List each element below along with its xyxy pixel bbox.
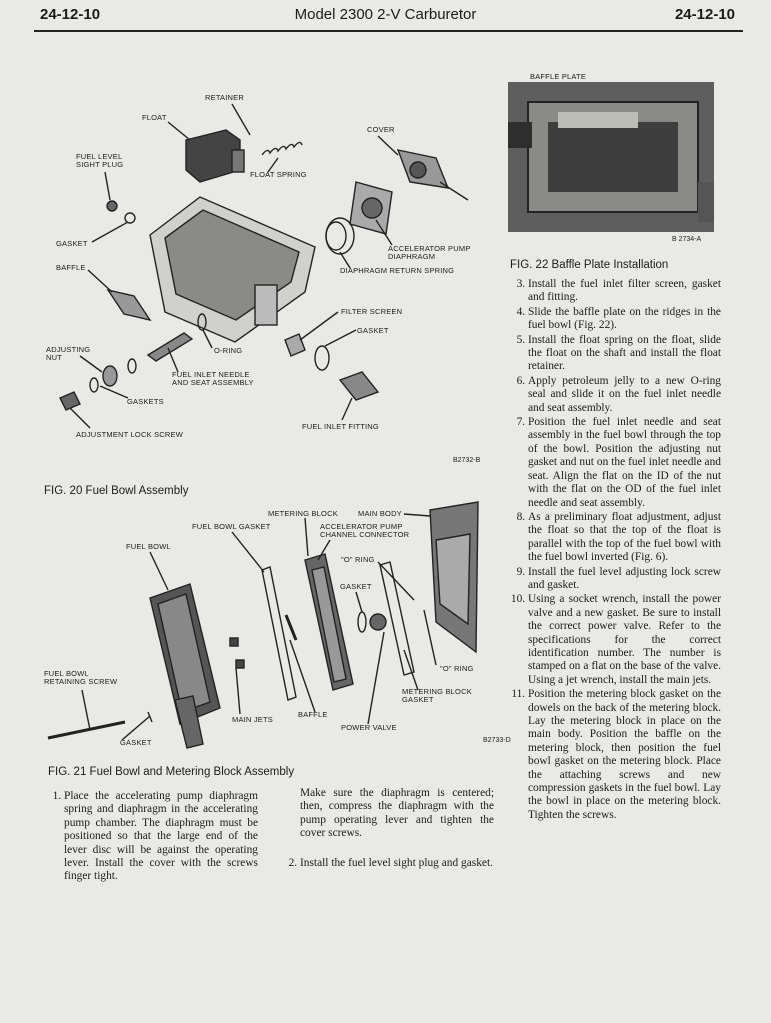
fig20-code: B2732-B [453, 457, 481, 464]
page-title: Model 2300 2-V Carburetor [294, 6, 477, 23]
fig21-label-metering-block-gasket: METERING BLOCK GASKET [402, 687, 472, 704]
fig21-label-o-ring-2: "O" RING [440, 664, 474, 673]
fig20-label-fuel-inlet-needle: FUEL INLET NEEDLE AND SEAT ASSEMBLY [172, 370, 254, 387]
fig21-code: B2733-D [483, 737, 511, 744]
fig20-label-o-ring: O-RING [214, 346, 243, 355]
fig20-label-adjusting-nut: ADJUSTING NUT [46, 345, 91, 362]
fig20-label-filter-screen: FILTER SCREEN [341, 307, 403, 316]
step-6: 6. Apply petroleum jelly to a new O-ring seal and slide it on the fuel inlet needle and seat assembly. [528, 375, 721, 415]
fig20-caption: FIG. 20 Fuel Bowl Assembly [44, 485, 189, 497]
steps-left-column [46, 790, 258, 885]
steps-right-column [510, 278, 721, 823]
step-9: 9. Install the fuel level adjusting lock screw and gasket. [528, 566, 721, 593]
step-4: 4. Slide the baffle plate on the ridges in the fuel bowl (Fig. 22). [528, 306, 721, 333]
fig21-label-metering-block: METERING BLOCK [268, 509, 338, 518]
step-10: 10. Using a socket wrench, install the power valve and a new gasket. Be sure to install the correct power valve. Refer to the specifications for the correct identification number. The number is stamped on a flat on the base of the valve. Using a jet wrench, install the main jets. [528, 593, 721, 687]
step-8: 8. As a preliminary float adjustment, adjust the float so that the top of the float is parallel with the top of the fuel bowl with the fuel bowl inverted (Fig. 6). [528, 511, 721, 565]
fig22-caption: FIG. 22 Baffle Plate Installation [510, 259, 669, 271]
steps-middle-column [282, 787, 494, 871]
fig20-label-diaphragm-return-spring: DIAPHRAGM RETURN SPRING [340, 266, 455, 275]
page-number-left: 24-12-10 [40, 6, 101, 23]
fig21-label-main-jets: MAIN JETS [232, 715, 273, 724]
fig21-label-power-valve: POWER VALVE [341, 723, 397, 732]
fig20-label-fuel-level-sight-plug: FUEL LEVEL SIGHT PLUG [76, 152, 124, 169]
baffle-plate-photo [508, 82, 714, 232]
fig21-label-baffle: BAFFLE [298, 710, 328, 719]
fig20-label-gasket-2: GASKET [357, 326, 389, 335]
fig21-label-accelerator-pump-channel-connector: ACCELERATOR PUMP CHANNEL CONNECTOR [320, 522, 410, 539]
fig22-label-baffle-plate: BAFFLE PLATE [530, 72, 587, 81]
fig21-label-gasket-1: GASKET [340, 582, 372, 591]
fig20-label-cover: COVER [367, 125, 395, 134]
fig20-label-baffle: BAFFLE [56, 263, 86, 272]
fig20-label-gasket-1: GASKET [56, 239, 88, 248]
step-1-continued: Make sure the diaphragm is centered; then, compress the diaphragm with the pump operating lever and tighten the cover screws. [300, 787, 494, 840]
fig20-label-float: FLOAT [142, 113, 167, 122]
step-5: 5. Install the float spring on the float, slide the float on the shaft and install the float retainer. [528, 334, 721, 374]
fig21-label-fuel-bowl-retaining-screw: FUEL BOWL RETAINING SCREW [44, 669, 118, 686]
baffle-plate-photo-artwork [508, 82, 714, 232]
fig20-label-accelerator-pump-diaphragm: ACCELERATOR PUMP DIAPHRAGM [388, 244, 471, 261]
step-1: 1. Place the accelerating pump diaphragm spring and diaphragm in the accelerating pump chamber. The diaphragm must be positioned so that the large end of the lever disc will be against the operating lever. Install the cover with the screws finger tight. [64, 790, 258, 884]
fig21-label-fuel-bowl: FUEL BOWL [126, 542, 171, 551]
fig20-label-gaskets: GASKETS [127, 397, 164, 406]
fig20-label-fuel-inlet-fitting: FUEL INLET FITTING [302, 422, 379, 431]
fig20-label-retainer: RETAINER [205, 93, 244, 102]
fig22-code: B 2734-A [672, 236, 702, 243]
fig21-label-gasket-2: GASKET [120, 738, 152, 747]
page-number-right: 24-12-10 [674, 6, 735, 23]
step-2: 2. Install the fuel level sight plug and gasket. [300, 857, 494, 870]
fig21-label-fuel-bowl-gasket: FUEL BOWL GASKET [192, 522, 271, 531]
fig21-caption: FIG. 21 Fuel Bowl and Metering Block Assembly [48, 766, 295, 778]
step-11: 11. Position the metering block gasket on the dowels on the back of the metering block. Lay the metering block in place on the main body. Position the baffle on the metering block, then position the fuel bowl gasket on the metering block. Place the attaching screws and new compression gaskets in the fuel bowl. Lay the bowl in place on the metering block. Tighten the screws. [528, 688, 721, 822]
fig20-label-adjustment-lock-screw: ADJUSTMENT LOCK SCREW [76, 430, 183, 439]
fig21-label-main-body: MAIN BODY [358, 509, 402, 518]
step-3: 3. Install the fuel inlet filter screen, gasket and fitting. [528, 278, 721, 305]
step-7: 7. Position the fuel inlet needle and seat assembly in the fuel bowl through the top of the bowl. Position the adjusting nut gasket and nut on the fuel inlet needle and seat. Align the flat on the ID of the nut with the flat on the OD of the fuel inlet needle and seat assembly. [528, 416, 721, 510]
fig21-label-o-ring-1: "O" RING [341, 555, 375, 564]
fig20-label-float-spring: FLOAT SPRING [250, 170, 307, 179]
